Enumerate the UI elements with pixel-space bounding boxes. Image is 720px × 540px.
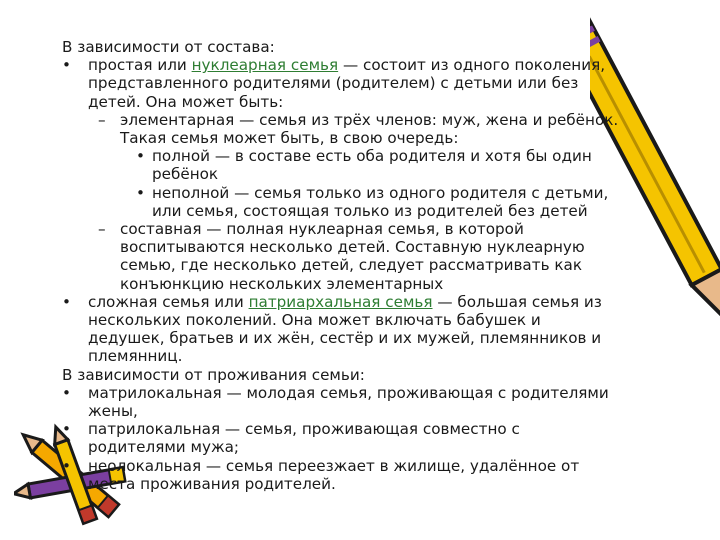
list-item (62, 220, 642, 238)
section-heading: В зависимости от проживания семьи: (62, 365, 365, 384)
list-item (62, 56, 642, 74)
item-text: или семья, состоящая только из родителей без детей (152, 201, 588, 220)
item-text: Такая семья может быть, в свою очередь: (120, 129, 459, 148)
item-text: места проживания родителей. (88, 474, 336, 493)
list-item (62, 457, 642, 475)
bullet: • (136, 183, 145, 202)
item-text: сложная семья или (88, 292, 249, 311)
item-text: — состоит из одного поколения, (338, 56, 606, 75)
list-item (62, 384, 642, 402)
item-text: нескольких поколений. Она может включать бабушек и (88, 311, 541, 330)
list-item (62, 147, 642, 165)
list-item (62, 293, 642, 311)
slide-body (62, 38, 642, 493)
item-text: матрилокальная — молодая семья, проживающая с родителями (88, 383, 609, 402)
bullet: • (62, 383, 71, 402)
dash-bullet: – (98, 220, 106, 239)
item-text: семью, где несколько детей, следует рассматривать как (120, 256, 583, 275)
item-text: — большая семья из (432, 292, 602, 311)
patriarchal-family-link[interactable]: патриархальная семья (248, 292, 433, 311)
item-text: детей. Она может быть: (88, 92, 284, 111)
dash-bullet: – (98, 110, 106, 129)
item-text: представленного родителями (родителем) с детьми или без (88, 74, 579, 93)
item-text: полной — в составе есть оба родителя и хотя бы один (152, 147, 592, 166)
item-text: конъюнкцию нескольких элементарных (120, 274, 444, 293)
item-text: жены, (88, 402, 138, 421)
section-heading: В зависимости от состава: (62, 38, 275, 56)
item-text: неполной — семья только из одного родителя с детьми, (152, 183, 609, 202)
item-text: элементарная — семья из трёх членов: муж, жена и ребёнок. (120, 110, 619, 129)
item-text: воспитываются несколько детей. Составную нуклеарную (120, 238, 585, 257)
nuclear-family-link[interactable]: нуклеарная семья (191, 56, 339, 75)
item-text: неолокальная — семья переезжает в жилище, удалённое от (88, 456, 580, 475)
bullet: • (62, 420, 71, 439)
item-text: патрилокальная — семья, проживающая совместно с (88, 420, 520, 439)
bullet: • (136, 147, 145, 166)
list-item (62, 420, 642, 438)
list-item (62, 111, 642, 129)
bullet: • (62, 456, 71, 475)
item-text: составная — полная нуклеарная семья, в которой (120, 220, 524, 239)
item-text: племянниц. (88, 347, 183, 366)
item-text: ребёнок (152, 165, 219, 184)
list-item (62, 184, 642, 202)
item-text: родителями мужа; (88, 438, 240, 457)
item-text: дедушек, братьев и их жён, сестёр и их мужей, племянников и (88, 329, 602, 348)
bullet: • (62, 56, 71, 75)
bullet: • (62, 292, 71, 311)
item-text: простая или (88, 56, 192, 75)
